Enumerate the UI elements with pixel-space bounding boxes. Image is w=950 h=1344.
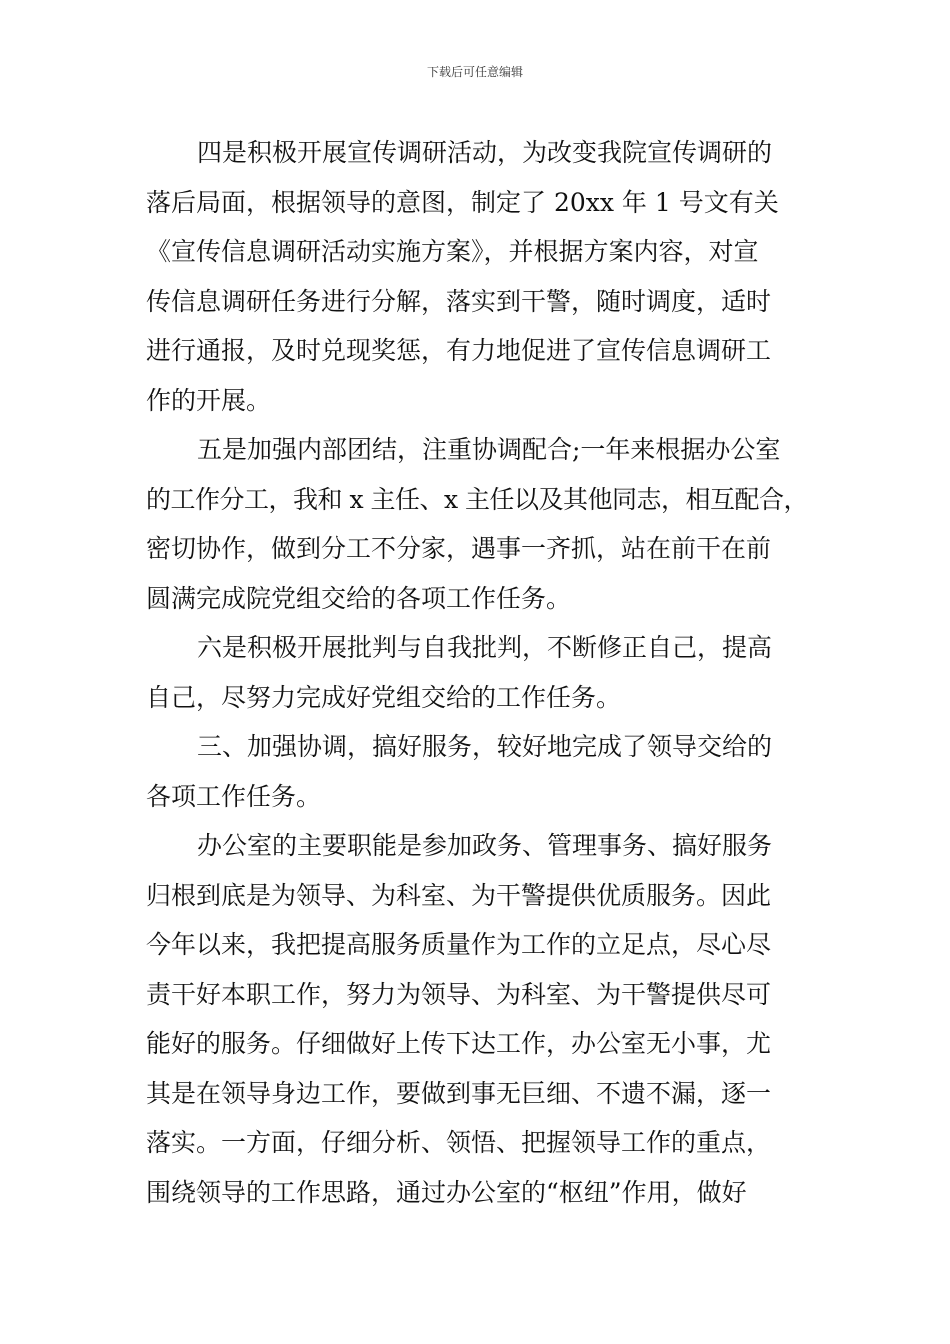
- paragraph-line: 能好的服务。仔细做好上传下达工作，办公室无小事，尤: [146, 1029, 772, 1058]
- paragraph-3: [146, 623, 824, 722]
- paragraph-line: 围绕领导的工作思路，通过办公室的“枢纽”作用，做好: [146, 1177, 747, 1207]
- paragraph-line: 圆满完成院党组交给的各项工作任务。: [146, 583, 572, 613]
- paragraph-1: [146, 128, 824, 425]
- paragraph-line: 责干好本职工作，努力为领导、为科室、为干警提供尽可: [146, 979, 772, 1009]
- paragraph-line: 归根到底是为领导、为科室、为干警提供优质服务。因此: [146, 880, 772, 910]
- paragraph-line: 落实。一方面，仔细分析、领悟、把握领导工作的重点，: [146, 1128, 772, 1157]
- paragraph-line: 密切协作，做到分工不分家，遇事一齐抓，站在前干在前: [146, 534, 772, 563]
- section-heading-line: 各项工作任务。: [146, 781, 322, 811]
- section-heading-line: 三、加强协调，搞好服务，较好地完成了领导交给的: [197, 732, 773, 761]
- paragraph-line: 自己，尽努力完成好党组交给的工作任务。: [146, 682, 622, 712]
- paragraph-line: 的工作分工，我和 x 主任、x 主任以及其他同志，相互配合，: [146, 484, 809, 514]
- paragraph-line: 四是积极开展宣传调研活动，为改变我院宣传调研的: [197, 138, 773, 167]
- paragraph-line: 落后局面，根据领导的意图，制定了 20xx 年 1 号文有关: [146, 187, 779, 217]
- paragraph-line: 今年以来，我把提高服务质量作为工作的立足点，尽心尽: [146, 930, 772, 959]
- paragraph-line: 五是加强内部团结，注重协调配合;一年来根据办公室: [197, 435, 781, 464]
- paragraph-line: 《宣传信息调研活动实施方案》，并根据方案内容，对宣: [146, 237, 759, 266]
- paragraph-5: [146, 821, 824, 1217]
- paragraph-2: [146, 425, 824, 623]
- paragraph-line: 其是在领导身边工作，要做到事无巨细、不遗不漏，逐一: [146, 1078, 772, 1108]
- paragraph-line: 作的开展。: [146, 385, 272, 415]
- paragraph-line: 进行通报，及时兑现奖惩，有力地促进了宣传信息调研工: [146, 336, 772, 365]
- paragraph-line: 六是积极开展批判与自我批判，不断修正自己，提高: [197, 633, 773, 662]
- document-body: [146, 128, 824, 1217]
- paragraph-line: 传信息调研任务进行分解，落实到干警，随时调度，适时: [146, 286, 772, 316]
- page-header-note: 下载后可任意编辑: [426, 65, 523, 79]
- paragraph-4: [146, 722, 824, 821]
- paragraph-line: 办公室的主要职能是参加政务、管理事务、搞好服务: [197, 831, 773, 860]
